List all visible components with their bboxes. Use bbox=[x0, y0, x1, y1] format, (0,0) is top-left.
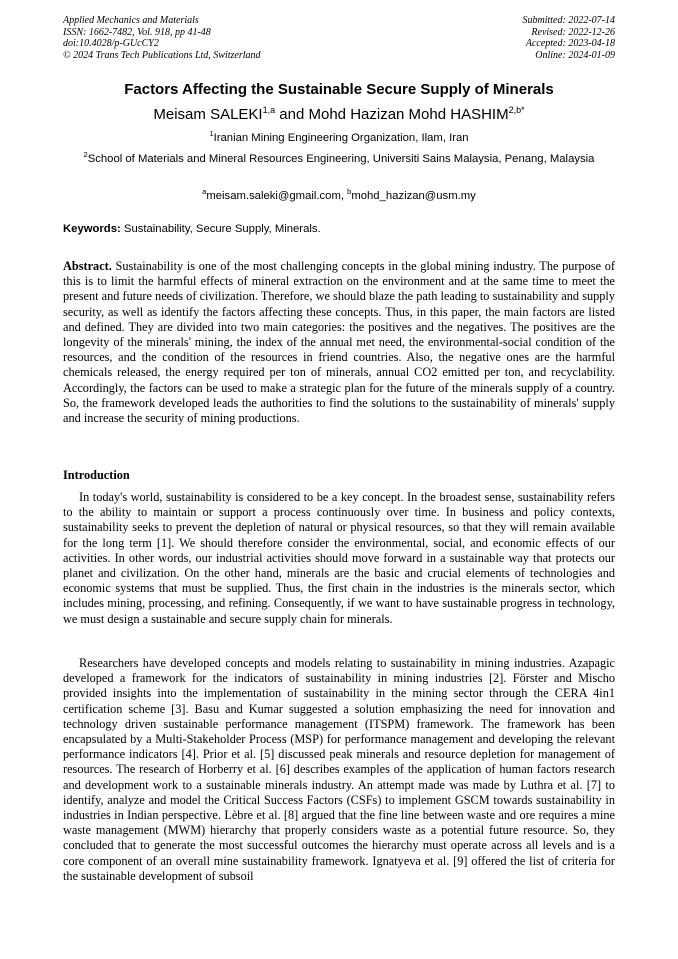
revised-date: Revised: 2022-12-26 bbox=[531, 26, 615, 38]
email-line bbox=[70, 189, 608, 204]
author-2-name: Mohd Hazizan Mohd HASHIM bbox=[308, 106, 509, 123]
submitted-date: Submitted: 2022-07-14 bbox=[522, 15, 615, 26]
doi-line: doi:10.4028/p-GUcCY2 bbox=[63, 38, 159, 50]
keywords-text: Sustainability, Secure Supply, Minerals. bbox=[120, 223, 321, 235]
copyright-line: © 2024 Trans Tech Publications Ltd, Switzerland bbox=[63, 49, 261, 61]
online-date: Online: 2024-01-09 bbox=[535, 49, 615, 61]
email-b-link[interactable]: mohd_hazizan@usm.my bbox=[351, 190, 476, 202]
author-1-sup: 1,a bbox=[262, 105, 276, 115]
journal-info bbox=[63, 15, 261, 61]
intro-paragraph-1 bbox=[63, 490, 615, 627]
paper-title: Factors Affecting the Sustainable Secure Supply of Minerals bbox=[124, 81, 554, 98]
abstract-text: Sustainability is one of the most challenging concepts in the global mining industry. The purpose of this is to limit the harmful effects of mineral extraction on the environment and at the same time to meet the present and future needs of civilization. Therefore, we should blaze the path leading to sustainability and supply security, as well as identify the factors affecting these concepts. Thus, in this paper, the main factors are listed and defined. They are divided into two main categories: the positives and the negatives. The positives are the longevity of the minerals' mining, the index of the annual met need, the environmental-social condition of the resources, and the condition of the resources in friend countries. Also, the negative ones are the harmful chemicals released, the energy required per ton of minerals, annual CO2 emitted per ton, and recyclability. Accordingly, the factors can be used to make a strategic plan for the future of the minerals supply of a country. So, the framework developed leads the authorities to find the solutions to the sustainability of minerals' supply and increase the security of mining productions. bbox=[63, 259, 615, 426]
affiliation-1-sup: 1 bbox=[209, 129, 214, 139]
author-connector: and bbox=[275, 106, 309, 123]
affiliation-1-text: Iranian Mining Engineering Organization, Ilam, Iran bbox=[213, 132, 469, 144]
intro-paragraph-2 bbox=[63, 656, 615, 884]
email-b-sup: b bbox=[347, 187, 352, 197]
abstract bbox=[63, 259, 615, 426]
affiliation-2-text: School of Materials and Mineral Resources Engineering, Universiti Sains Malaysia, Penang, Malaysia bbox=[87, 153, 595, 165]
email-a-sup: a bbox=[202, 187, 207, 197]
affiliation-2-sup: 2 bbox=[83, 150, 88, 160]
journal-name: Applied Mechanics and Materials bbox=[63, 15, 199, 26]
intro-paragraph-2-text: Researchers have developed concepts and models relating to sustainability in mining industries. Azapagic developed a framework for the indicators of sustainability in mining industries [2]. Förster and Mischo provided insights into the implementation of sustainability in the mining sector through the CERA 4in1 certification scheme [3]. Basu and Kumar suggested a solution emphasizing the need for innovation and technology driven sustainable performance management (ITSPM) framework. The framework has been encapsulated by a Multi-Stakeholder Process (MSP) for performance management and developing the relevant performance indicators [4]. Prior et al. [5] discussed peak minerals and resource depletion for management of resources. The research of Horberry et al. [6] describes examples of the application of human factors research and development work to a sustainable minerals industry. An attempt made was made by Luthra et al. [7] to identify, analyze and model the Critical Success Factors (CSFs) to implement GSCM towards sustainability in industries in Indian perspective. Lèbre et al. [8] argued that the fine line between waste and ore requires a mine waste management (MWM) hierarchy that properly considers waste as a potential future resource. So, they concluded that to generate the most successful outcomes the hierarchy must operate across all levels and is a core component of an overall mine sustainability framework. Ignatyeva et al. [9] offered the list of criteria for the sustainable development of subsoil bbox=[63, 656, 615, 883]
author-2-sup: 2,b* bbox=[508, 105, 525, 115]
author-line bbox=[40, 105, 638, 125]
author-1-name: Meisam SALEKI bbox=[153, 106, 263, 123]
keywords-label: Keywords: bbox=[63, 223, 121, 235]
affiliation-1 bbox=[70, 131, 608, 146]
abstract-label: Abstract. bbox=[63, 259, 112, 273]
section-heading-introduction: Introduction bbox=[63, 468, 130, 482]
issn-line: ISSN: 1662-7482, Vol. 918, pp 41-48 bbox=[63, 26, 211, 38]
email-a-link[interactable]: meisam.saleki@gmail.com, bbox=[206, 190, 348, 202]
publication-dates bbox=[523, 15, 616, 61]
keywords bbox=[63, 222, 615, 237]
accepted-date: Accepted: 2023-04-18 bbox=[525, 38, 615, 50]
affiliation-2 bbox=[70, 152, 608, 167]
intro-paragraph-1-text: In today's world, sustainability is considered to be a key concept. In the broadest sense, sustainability refers to the ability to maintain or support a process continuously over time. In business and policy contexts, sustainability seeks to prevent the depletion of natural or physical resources, so that they will remain available for the long term [1]. We should therefore consider the environmental, social, and economic effects of our activities. In other words, our industrial activities should move forward in a sustainable way that protects our planet and civilization. On the other hand, minerals are the basic and crucial elements of technologies and economic systems that must be supplied. Thus, the first chain in the industries is the minerals sector, which includes mining, processing, and refining. Consequently, if we want to have sustainable progress in technology, we must design a sustainable and secure supply chain for minerals. bbox=[63, 490, 615, 626]
